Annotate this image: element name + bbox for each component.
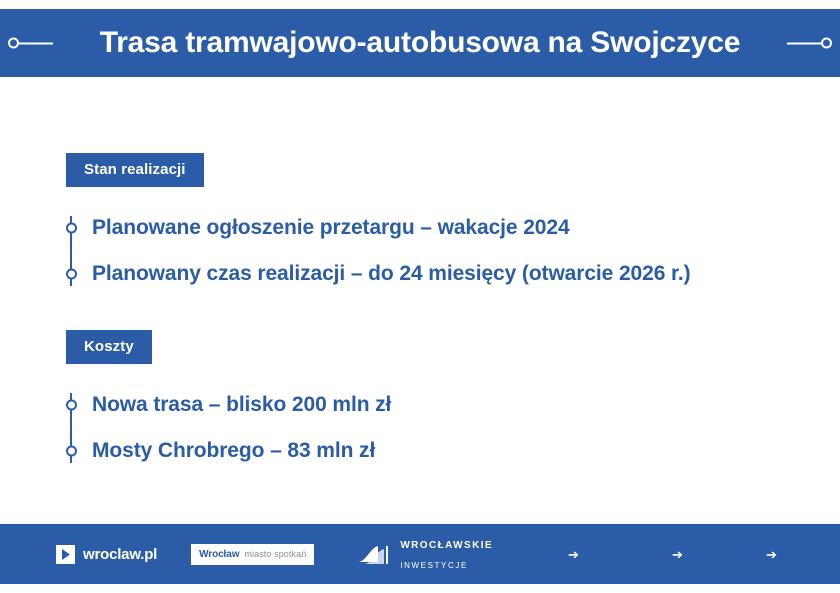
line-icon — [19, 42, 53, 44]
city-brand-badge — [191, 544, 314, 565]
city-brand-tagline: miasto spotkań — [244, 549, 307, 559]
city-brand-name: Wrocław — [199, 548, 240, 560]
wroclaw-pl-logo — [56, 545, 157, 564]
slide-header — [0, 9, 840, 77]
section-status — [66, 153, 691, 297]
list-item-label: Planowane ogłoszenie przetargu – wakacje 2024 — [92, 216, 570, 239]
ring-icon — [821, 38, 832, 49]
inwestycje-line-1: WROCŁAWSKIE — [400, 540, 493, 551]
bullet-icon — [66, 269, 77, 280]
list-item — [92, 251, 691, 297]
bullet-icon — [66, 400, 77, 411]
slide-footer — [0, 524, 840, 584]
line-icon — [787, 42, 821, 44]
list-item-label: Nowa trasa – blisko 200 mln zł — [92, 393, 392, 416]
page-title: Trasa tramwajowo-autobusowa na Swojczyce — [99, 26, 741, 59]
list-item-label: Planowany czas realizacji – do 24 miesięcy (otwarcie 2026 r.) — [92, 262, 691, 285]
arrow-right-icon: ➔ — [672, 546, 683, 562]
list-item-label: Mosty Chrobrego – 83 mln zł — [92, 439, 376, 462]
wroclaw-pl-label: wroclaw.pl — [83, 545, 158, 563]
header-decoration-right — [787, 38, 832, 49]
ring-icon — [8, 38, 19, 49]
section-items-status — [66, 205, 691, 297]
slide-content — [0, 77, 840, 524]
arrow-right-icon: ➔ — [766, 546, 777, 562]
section-label-status: Stan realizacji — [66, 153, 204, 187]
inwestycje-line-2: INWESTYCJE — [400, 561, 468, 570]
arrow-right-icon: ➔ — [568, 546, 579, 562]
header-decoration-left — [8, 38, 53, 49]
list-item — [92, 205, 691, 251]
bullet-icon — [66, 223, 77, 234]
play-arrow-icon — [56, 545, 75, 564]
bullet-icon — [66, 446, 77, 457]
section-costs — [66, 330, 391, 474]
section-label-costs: Koszty — [66, 330, 152, 364]
wroclawskie-inwestycje-logo — [356, 534, 493, 574]
inwestycje-label — [400, 534, 493, 574]
list-item — [92, 428, 391, 474]
section-items-costs — [66, 382, 391, 474]
bridge-icon — [356, 542, 392, 566]
list-item — [92, 382, 391, 428]
